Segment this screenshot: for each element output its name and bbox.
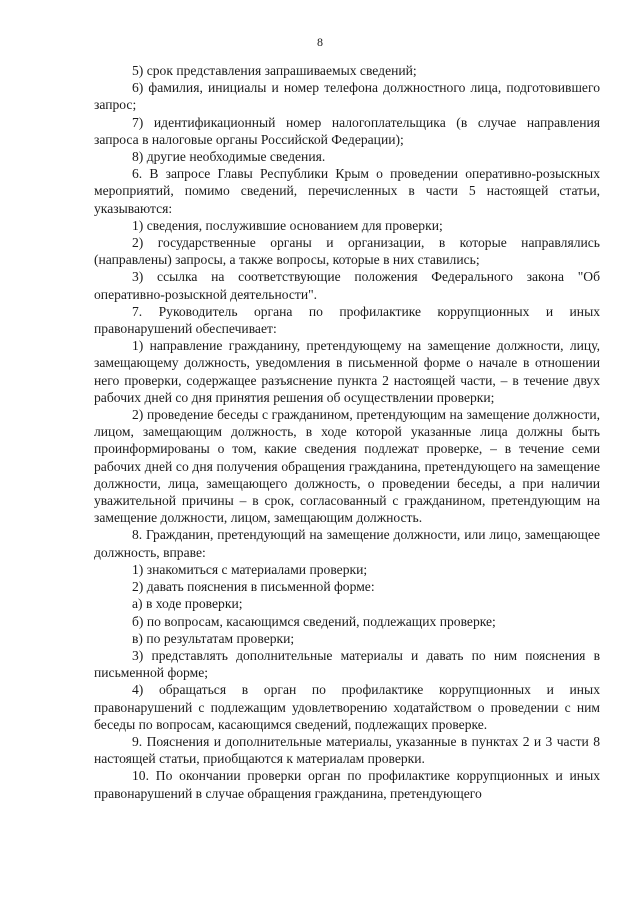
paragraph: 7. Руководитель органа по профилактике коррупционных и иных правонарушений обеспечивает: — [94, 303, 600, 337]
paragraph: в) по результатам проверки; — [132, 630, 295, 646]
paragraph: 2) государственные органы и организации, в которые направлялись (направлены) запросы, а также вопросы, которые в них ставились; — [94, 235, 600, 268]
paragraph: 6) фамилия, инициалы и номер телефона должностного лица, подготовившего запрос; — [94, 80, 600, 113]
paragraph: 4) обращаться в орган по профилактике коррупционных и иных правонарушений с подлежащим удовлетворению ходатайством о проведении с ним беседы по вопросам, касающимся сведений, подлежащих проверке. — [94, 682, 600, 732]
paragraph: 2) проведение беседы с гражданином, претендующим на замещение должности, лицом, замещающим должность, в ходе которой указанные лица должны быть проинформированы о том, какие сведения подлежат проверке, – в течение семи рабочих дней со дня получения обращения гражданина, претендующего на замещение должности, лица, замещающего должность, о проведении беседы, а при наличии уважительной причины – в срок, согласованный с гражданином, претендующим на замещение должности, лицом, замещающим должность. — [94, 407, 600, 526]
page-number: 8 — [317, 35, 323, 49]
paragraph: 7) идентификационный номер налогоплательщика (в случае направления запроса в налоговые органы Российской Федерации); — [94, 114, 600, 147]
paragraph: 1) знакомиться с материалами проверки; — [132, 561, 368, 577]
paragraph: 3) представлять дополнительные материалы и давать по ним пояснения в письменной форме; — [94, 647, 600, 681]
paragraph: а) в ходе проверки; — [132, 596, 243, 612]
paragraph: 5) срок представления запрашиваемых сведений; — [132, 63, 417, 78]
paragraph: 10. По окончании проверки орган по профилактике коррупционных и иных правонарушений в случае обращения гражданина, претендующего — [94, 768, 600, 801]
paragraph: 1) направление гражданину, претендующему на замещение должности, лицу, замещающему должность, уведомления в письменной форме о начале в отношении него проверки, содержащее разъяснение пункта 2 настоящей части, – в течение двух рабочих дней со дня принятия решения об осуществлении проверки; — [94, 338, 600, 405]
paragraph: 8. Гражданин, претендующий на замещение должности, или лицо, замещающее должность, вправе: — [94, 527, 600, 560]
paragraph: 2) давать пояснения в письменной форме: — [132, 579, 375, 595]
paragraph: 1) сведения, послужившие основанием для проверки; — [132, 217, 443, 233]
paragraph: 8) другие необходимые сведения. — [132, 149, 326, 165]
paragraph: 9. Пояснения и дополнительные материалы, указанные в пунктах 2 и 3 части 8 настоящей статьи, приобщаются к материалам проверки. — [94, 733, 600, 767]
paragraph: 6. В запросе Главы Республики Крым о проведении оперативно-розыскных мероприятий, помимо сведений, перечисленных в части 5 настоящей статьи, указываются: — [94, 166, 600, 216]
document-body — [94, 62, 600, 802]
paragraph: 3) ссылка на соответствующие положения Федерального закона "Об оперативно-розыскной деятельности". — [94, 269, 600, 302]
paragraph: б) по вопросам, касающимся сведений, подлежащих проверке; — [132, 613, 496, 629]
